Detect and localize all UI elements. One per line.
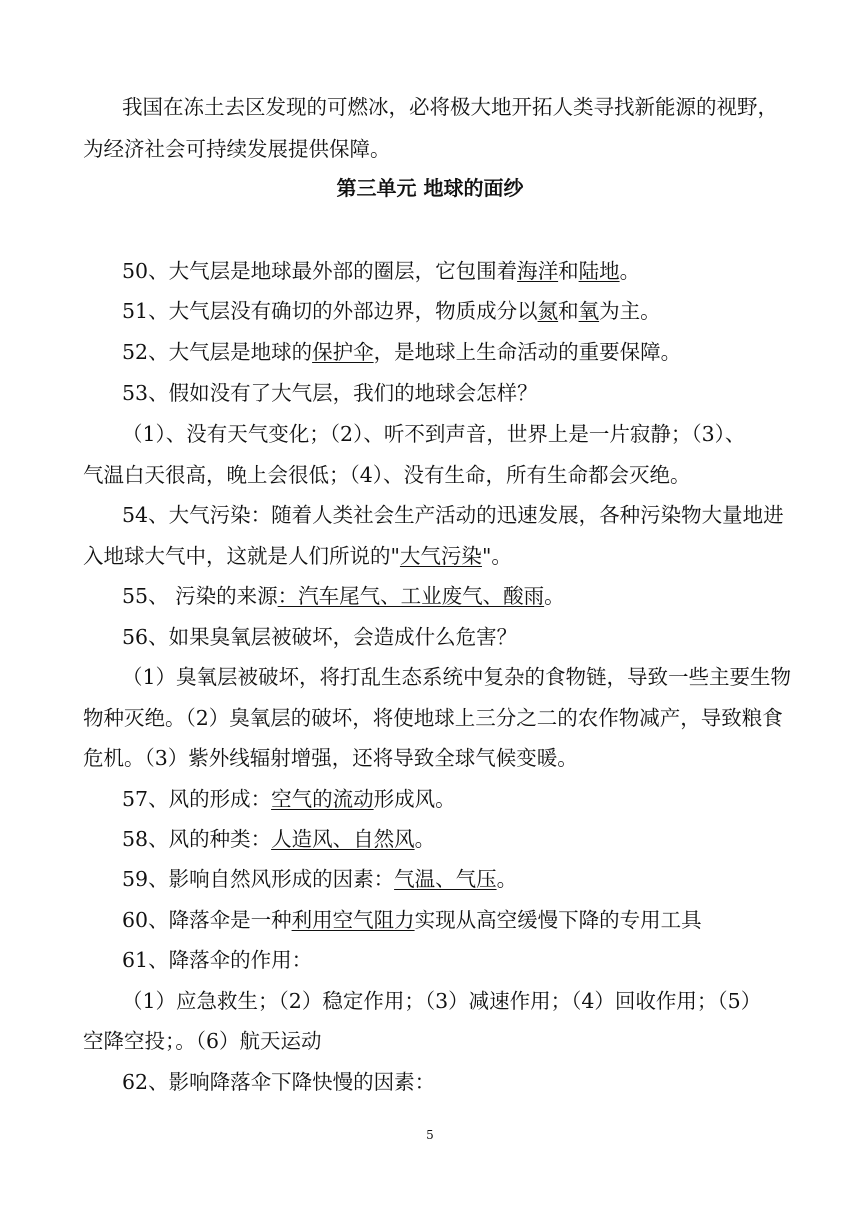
- answer-blank: 利用空气阻力: [291, 908, 415, 932]
- item-62-question: 62、影响降落伞下降快慢的因素：: [122, 1070, 436, 1094]
- item-56-answer-line-2: 物种灭绝。（2）臭氧层的破坏，将使地球上三分之二的农作物减产，导致粮食: [83, 706, 783, 730]
- answer-blank: 氧: [578, 299, 600, 323]
- page-number: 5: [426, 1128, 434, 1142]
- item-53-answer-line-1: （1）、没有天气变化；（2）、听不到声音，世界上是一片寂静；（3）、: [122, 422, 746, 446]
- item-57: 57、风的形成：空气的流动形成风。: [122, 787, 456, 811]
- answer-blank: 保护伞: [312, 340, 374, 364]
- item-60: 60、降落伞是一种利用空气阻力实现从高空缓慢下降的专用工具: [122, 908, 702, 932]
- intro-line-2: 为经济社会可持续发展提供保障。: [83, 137, 391, 161]
- item-55: 55、 污染的来源：汽车尾气、工业废气、酸雨。: [122, 584, 565, 608]
- item-51: 51、大气层没有确切的外部边界，物质成分以氮和氧为主。: [122, 299, 661, 323]
- intro-line-1: 我国在冻土去区发现的可燃冰，必将极大地开拓人类寻找新能源的视野，: [122, 95, 778, 119]
- item-54-line-1: 54、大气污染：随着人类社会生产活动的迅速发展，各种污染物大量地进: [122, 503, 784, 527]
- item-61-question: 61、降落伞的作用：: [122, 948, 313, 972]
- answer-blank: 空气的流动: [271, 787, 374, 811]
- answer-blank: 氮: [537, 299, 559, 323]
- item-53-question: 53、假如没有了大气层，我们的地球会怎样？: [122, 381, 538, 405]
- item-59: 59、影响自然风形成的因素：气温、气压。: [122, 867, 518, 891]
- item-50: 50、大气层是地球最外部的圈层，它包围着海洋和陆地。: [122, 259, 641, 283]
- item-61-answer-line-1: （1）应急救生；（2）稳定作用；（3）减速作用；（4）回收作用；（5）: [122, 989, 762, 1013]
- item-56-question: 56、如果臭氧层被破坏，会造成什么危害？: [122, 625, 518, 649]
- item-56-answer-line-3: 危机。（3）紫外线辐射增强，还将导致全球气候变暖。: [83, 746, 578, 770]
- answer-blank: 大气污染: [399, 544, 482, 568]
- unit-title: 第三单元 地球的面纱: [336, 176, 524, 200]
- item-61-answer-line-2: 空降空投；。（6）航天运动: [83, 1029, 322, 1053]
- answer-blank: 气温、气压: [394, 867, 497, 891]
- answer-blank: 人造风、自然风: [271, 827, 415, 851]
- item-56-answer-line-1: （1）臭氧层被破坏，将打乱生态系统中复杂的食物链，导致一些主要生物: [122, 665, 792, 689]
- answer-blank: ：汽车尾气、工业废气、酸雨: [277, 584, 545, 608]
- item-52: 52、大气层是地球的保护伞，是地球上生命活动的重要保障。: [122, 340, 682, 364]
- answer-blank: 海洋: [517, 259, 559, 283]
- answer-blank: 陆地: [578, 259, 620, 283]
- item-58: 58、风的种类：人造风、自然风。: [122, 827, 436, 851]
- item-54-line-2: 入地球大气中，这就是人们所说的"大气污染"。: [83, 544, 512, 568]
- item-53-answer-line-2: 气温白天很高，晚上会很低；（4）、没有生命，所有生命都会灭绝。: [83, 463, 691, 487]
